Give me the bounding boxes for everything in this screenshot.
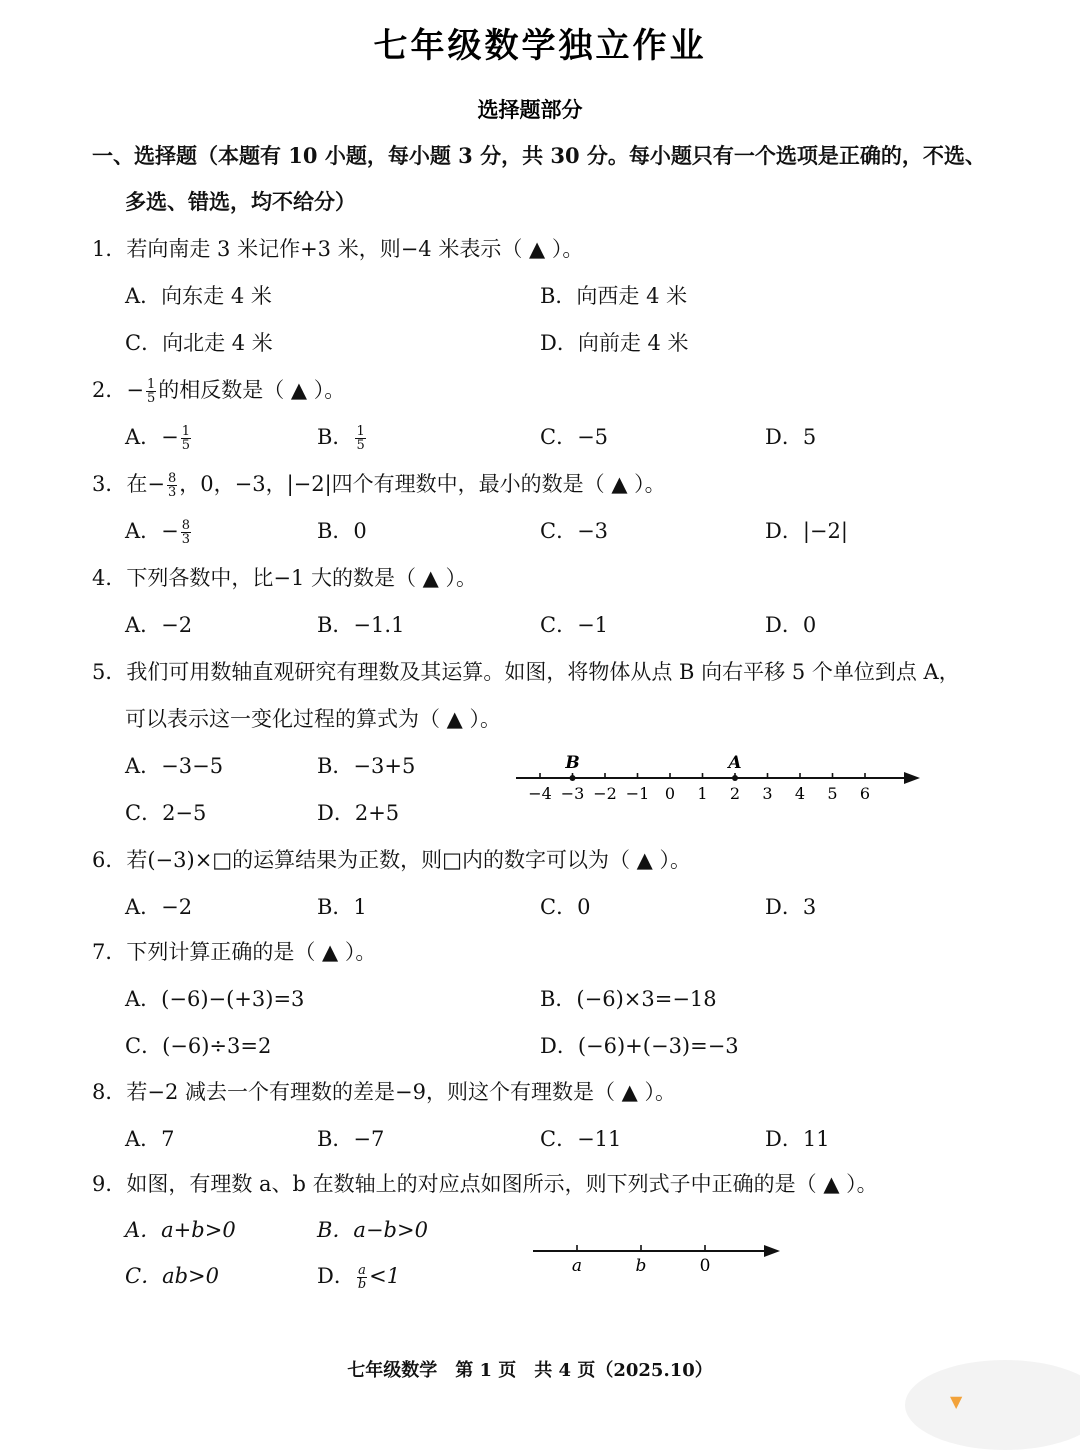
q7-option-c: C．(−6)÷3=2	[125, 1034, 272, 1058]
section-subtitle: 选择题部分	[477, 97, 583, 122]
q2-option-b: B． $\frac{1}{5}$	[317, 424, 365, 453]
q1-option-a: A．向东走 4 米	[125, 284, 272, 308]
q9-label-a: a	[571, 1256, 583, 1276]
q2-option-c: C．−5	[540, 425, 609, 449]
q5-tick-label--2: −2	[593, 784, 617, 803]
q5-option-c: C．2−5	[125, 801, 207, 825]
q5-tick-label-6: 6	[859, 784, 871, 803]
q5-option-d: D．2+5	[317, 801, 400, 825]
q3-option-d: D．|−2|	[765, 519, 848, 543]
q1-option-d: D．向前走 4 米	[540, 331, 689, 355]
q5-point-b-label: B	[565, 753, 580, 773]
q9-option-d: D． $\frac{a}{b}$ <1	[317, 1263, 401, 1292]
q3-option-a: A．− $\frac{8}{3}$	[125, 518, 191, 547]
q4-option-b: B．−1.1	[317, 613, 405, 637]
q8-option-b: B．−7	[317, 1127, 385, 1151]
q7-stem: 7．下列计算正确的是（ ▲ ）。	[92, 940, 377, 964]
q5-tick-label-5: 5	[827, 784, 838, 803]
q5-tick-label-4: 4	[794, 784, 806, 803]
q2-stem: 2．− $\frac{1}{5}$ 的相反数是（ ▲ ）。	[92, 377, 346, 406]
q5-tick-label--4: −4	[528, 784, 552, 803]
q9-number-line	[525, 1235, 790, 1280]
q1-option-b: B．向西走 4 米	[540, 284, 688, 308]
q5-tick-label-2: 2	[729, 784, 741, 803]
q4-stem: 4．下列各数中，比−1 大的数是（ ▲ ）。	[92, 566, 477, 590]
q3-stem: 3．在− $\frac{8}{3}$ ，0，−3，|−2|四个有理数中，最小的数是（ ▲ ）。	[92, 471, 666, 500]
section-instructions-line1: 一、选择题（本题有 10 小题，每小题 3 分，共 30 分。每小题只有一个选项是正确的，不选、	[92, 143, 986, 168]
q5-tick-label-1: 1	[697, 784, 708, 803]
q6-option-c: C．0	[540, 895, 591, 919]
corner-logo-icon[interactable]: ▼	[950, 1392, 963, 1411]
q6-option-a: A．−2	[125, 895, 193, 919]
q5-tick-label--3: −3	[560, 784, 585, 803]
q5-tick-label-3: 3	[762, 784, 773, 803]
q1-stem: 1．若向南走 3 米记作+3 米，则−4 米表示（ ▲ ）。	[92, 237, 584, 261]
arrow-head-icon	[904, 772, 920, 784]
q9-option-a: A．a+b>0	[125, 1218, 236, 1242]
q8-option-c: C．−11	[540, 1127, 622, 1151]
q9-label-0: 0	[699, 1256, 711, 1276]
q2-option-d: D．5	[765, 425, 817, 449]
q5-point-b-dot	[570, 775, 576, 781]
q2-fraction: $\frac{1}{5}$	[146, 377, 156, 406]
q5-option-a: A．−3−5	[125, 754, 224, 778]
q8-option-d: D．11	[765, 1127, 830, 1151]
q1-option-c: C．向北走 4 米	[125, 331, 273, 355]
q4-option-a: A．−2	[125, 613, 193, 637]
q5-stem-line2: 可以表示这一变化过程的算式为（ ▲ ）。	[125, 707, 501, 731]
q7-option-a: A．(−6)−(+3)=3	[125, 987, 305, 1011]
q4-option-d: D．0	[765, 613, 817, 637]
q2-option-a: A．− $\frac{1}{5}$	[125, 424, 191, 453]
q5-tick-label--1: −1	[625, 784, 650, 803]
q9-label-b: b	[635, 1256, 647, 1276]
corner-widget[interactable]	[905, 1360, 1080, 1450]
q4-option-c: C．−1	[540, 613, 609, 637]
q3-fraction: $\frac{8}{3}$	[167, 471, 177, 500]
q6-option-b: B．1	[317, 895, 367, 919]
arrow-head-icon	[764, 1245, 780, 1257]
q5-stem-line1: 5．我们可用数轴直观研究有理数及其运算。如图，将物体从点 B 向右平移 5 个单位到点 A，	[92, 660, 960, 684]
q6-option-d: D．3	[765, 895, 817, 919]
q8-stem: 8．若−2 减去一个有理数的差是−9，则这个有理数是（ ▲ ）。	[92, 1080, 676, 1104]
q5-point-a-label: A	[728, 753, 742, 773]
page-title: 七年级数学独立作业	[373, 26, 707, 66]
q5-point-a-dot	[732, 775, 738, 781]
q9-stem: 9．如图，有理数 a、b 在数轴上的对应点如图所示，则下列式子中正确的是（ ▲ ）。	[92, 1172, 878, 1196]
q7-option-d: D．(−6)+(−3)=−3	[540, 1034, 739, 1058]
q5-tick-label-0: 0	[664, 784, 676, 803]
page-footer: 七年级数学 第 1 页 共 4 页（2025.10）	[347, 1360, 713, 1381]
q9-option-c: C．ab>0	[125, 1264, 219, 1288]
q8-option-a: A．7	[125, 1127, 175, 1151]
q9-option-b: B．a−b>0	[317, 1218, 428, 1242]
q7-option-b: B．(−6)×3=−18	[540, 987, 717, 1011]
q5-number-line	[500, 745, 930, 810]
section-instructions-line2: 多选、错选，均不给分）	[125, 189, 356, 214]
q3-option-b: B．0	[317, 519, 367, 543]
q3-option-c: C．−3	[540, 519, 609, 543]
q6-stem: 6．若(−3)×□的运算结果为正数，则□内的数字可以为（ ▲ ）。	[92, 848, 691, 872]
q5-option-b: B．−3+5	[317, 754, 416, 778]
